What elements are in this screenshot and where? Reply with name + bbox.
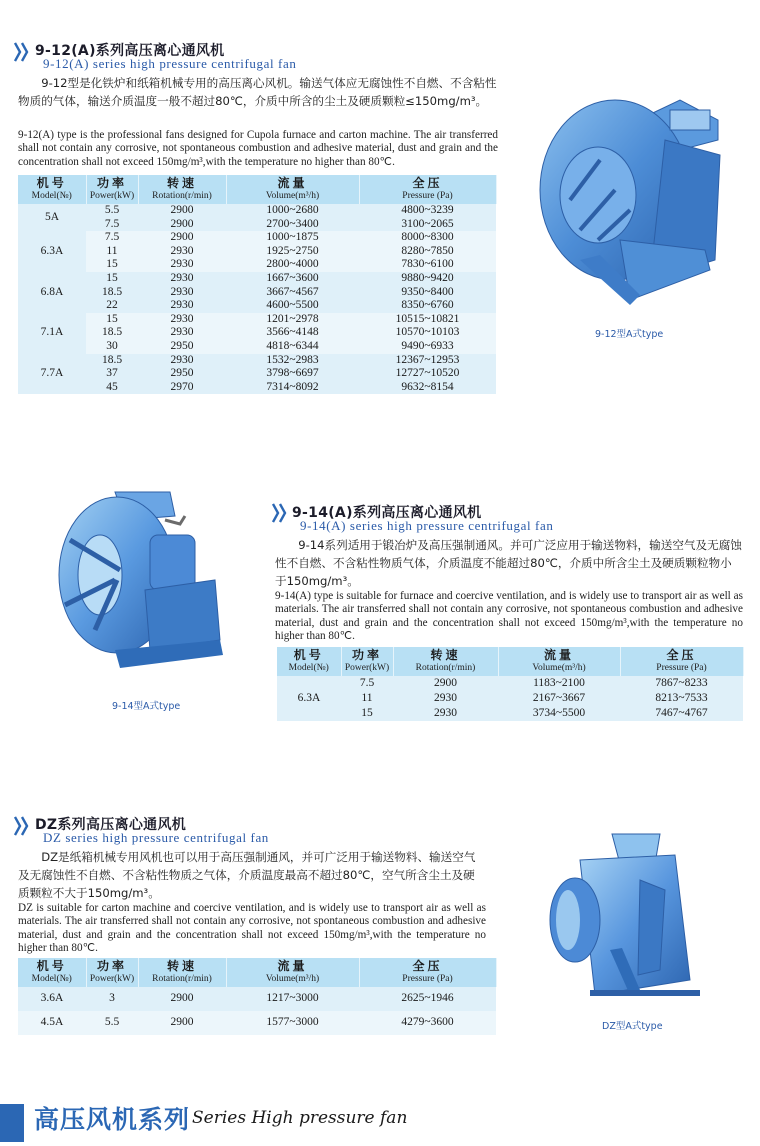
cell-volume: 3667~4567 [226, 286, 359, 300]
header-power: 功率 Power(kW) [86, 958, 138, 987]
cell-rotation: 2930 [138, 326, 226, 340]
table-row [18, 313, 496, 327]
section-title-cn: DZ系列高压离心通风机 [35, 817, 187, 833]
cell-power: 5.5 [86, 204, 138, 218]
cell-pressure: 9632~8154 [359, 381, 496, 395]
footer-title-cn: 高压风机系列 [34, 1105, 191, 1134]
cell-rotation: 2930 [138, 286, 226, 300]
cell-pressure: 10570~10103 [359, 326, 496, 340]
cell-power: 18.5 [86, 326, 138, 340]
cell-volume: 1532~2983 [226, 354, 359, 368]
section-description-cn: 9-12型是化铁炉和纸箱机械专用的高压离心风机。输送气体应无腐蚀性不自燃、不含粘性物质的气体，输送介质温度一般不超过80℃，介质中所含的尘土及硬质颗粒≤150mg/m³。 [18, 76, 497, 108]
spec-table-dz [18, 958, 497, 1035]
cell-volume: 1217~3000 [226, 987, 359, 1011]
table-header-row [277, 647, 743, 676]
cell-model: 6.3A [277, 676, 341, 721]
cell-model: 5A [18, 204, 86, 231]
fan-dz-image [540, 830, 710, 1010]
fan-9-12-caption: 9-12型A式type [595, 329, 664, 340]
cell-volume: 7314~8092 [226, 381, 359, 395]
cell-pressure: 8213~7533 [620, 691, 743, 706]
cell-volume: 1667~3600 [226, 272, 359, 286]
table-row [18, 367, 496, 381]
cell-power: 30 [86, 340, 138, 354]
header-volume: 流量 Volume(m³/h) [226, 958, 359, 987]
table-row [277, 706, 743, 721]
header-rotation: 转速 Rotation(r/min) [138, 175, 226, 204]
cell-power: 7.5 [86, 231, 138, 245]
table-row [18, 286, 496, 300]
section-marker-icon [14, 41, 30, 63]
cell-volume: 2700~3400 [226, 218, 359, 232]
cell-power: 45 [86, 381, 138, 395]
header-pressure: 全压 Pressure (Pa) [359, 175, 496, 204]
cell-volume: 2167~3667 [498, 691, 620, 706]
header-pressure: 全压 Pressure (Pa) [359, 958, 496, 987]
table-header-row [18, 175, 496, 204]
cell-pressure: 7830~6100 [359, 258, 496, 272]
cell-pressure: 8000~8300 [359, 231, 496, 245]
table-row [18, 204, 496, 218]
cell-rotation: 2930 [393, 691, 498, 706]
cell-rotation: 2930 [138, 354, 226, 368]
table-row [277, 691, 743, 706]
section-description-en: DZ is suitable for carton machine and coercive ventilation, and is widely use to transport air as well as materials. The air transferred shall not contain any corrosive, not spontaneous combustion and adhesive material, dust and grain and the concentration shall not exceed 150mg/m³,with the temperature no higher than 80℃. [18, 902, 486, 955]
cell-volume: 1000~1875 [226, 231, 359, 245]
cell-rotation: 2930 [138, 258, 226, 272]
cell-rotation: 2930 [138, 245, 226, 259]
cell-volume: 4600~5500 [226, 299, 359, 313]
cell-power: 15 [86, 272, 138, 286]
cell-power: 15 [86, 258, 138, 272]
cell-power: 37 [86, 367, 138, 381]
section-description-cn: DZ是纸箱机械专用风机也可以用于高压强制通风，并可广泛用于输送物料、输送空气及无腐蚀性不自燃、不含粘性物质之气体，介质温度最高不超过80℃，空气所含尘土及硬质颗粒不大于150mg/m³。 [18, 850, 476, 900]
cell-model: 6.3A [18, 231, 86, 272]
cell-pressure: 4800~3239 [359, 204, 496, 218]
table-row [18, 299, 496, 313]
table-row [18, 354, 496, 368]
cell-pressure: 9880~9420 [359, 272, 496, 286]
cell-power: 11 [341, 691, 393, 706]
cell-volume: 1000~2680 [226, 204, 359, 218]
section-description-en: 9-14(A) type is suitable for furnace and coercive ventilation, and is widely use to transport air as well as materials. The air transferred shall not contain any corrosive, not spontaneous combustion and adhesive material, dust and grain and the concentration shall not exceed 150mg/m³,with the temperature no higher than 80℃. [275, 590, 743, 643]
cell-rotation: 2900 [138, 231, 226, 245]
section-title-cn: 9-14(A)系列高压离心通风机 [292, 505, 482, 521]
header-model: 机号 Model(№) [18, 175, 86, 204]
cell-volume: 3566~4148 [226, 326, 359, 340]
table-row [277, 676, 743, 691]
header-volume: 流量 Volume(m³/h) [498, 647, 620, 676]
cell-rotation: 2950 [138, 367, 226, 381]
spec-table-9-14 [277, 647, 744, 721]
cell-rotation: 2950 [138, 340, 226, 354]
table-row [18, 1011, 496, 1035]
cell-rotation: 2900 [138, 987, 226, 1011]
cell-power: 5.5 [86, 1011, 138, 1035]
cell-volume: 2800~4000 [226, 258, 359, 272]
cell-model: 4.5A [18, 1011, 86, 1035]
cell-rotation: 2900 [138, 204, 226, 218]
section-title-en: 9-14(A) series high pressure centrifugal fan [300, 518, 554, 533]
fan-9-14-image [55, 480, 245, 680]
cell-pressure: 9490~6933 [359, 340, 496, 354]
cell-volume: 1577~3000 [226, 1011, 359, 1035]
section-marker-icon [272, 502, 288, 524]
cell-rotation: 2930 [393, 706, 498, 721]
cell-rotation: 2900 [138, 1011, 226, 1035]
header-rotation: 转速 Rotation(r/min) [393, 647, 498, 676]
header-pressure: 全压 Pressure (Pa) [620, 647, 743, 676]
cell-model: 7.7A [18, 354, 86, 395]
spec-table-9-12 [18, 175, 497, 394]
table-row [18, 231, 496, 245]
table-row [18, 381, 496, 395]
table-row [18, 218, 496, 232]
cell-volume: 1925~2750 [226, 245, 359, 259]
cell-pressure: 7467~4767 [620, 706, 743, 721]
header-model: 机号 Model(№) [18, 958, 86, 987]
cell-pressure: 12367~12953 [359, 354, 496, 368]
section-title-cn: 9-12(A)系列高压离心通风机 [35, 43, 225, 59]
cell-model: 3.6A [18, 987, 86, 1011]
cell-pressure: 7867~8233 [620, 676, 743, 691]
table-row [18, 987, 496, 1011]
cell-power: 11 [86, 245, 138, 259]
header-rotation: 转速 Rotation(r/min) [138, 958, 226, 987]
cell-rotation: 2930 [138, 313, 226, 327]
cell-pressure: 12727~10520 [359, 367, 496, 381]
section-description-en: 9-12(A) type is the professional fans designed for Cupola furnace and carton machine. The air transferred shall not contain any corrosive, not spontaneous combustion and adhesive material, dust and grain and the concentration shall not exceed 150mg/m³,with the temperature no higher than 80℃. [18, 129, 498, 168]
cell-power: 3 [86, 987, 138, 1011]
section-title-en: 9-12(A) series high pressure centrifugal fan [43, 56, 297, 71]
cell-power: 7.5 [341, 676, 393, 691]
section-description-cn: 9-14系列适用于锻冶炉及高压强制通风。并可广泛应用于输送物料，输送空气及无腐蚀性不自燃、不含粘性物质气体，介质温度不能超过80℃，介质中所含尘土及硬质颗粒物小于150mg/m³。 [275, 538, 742, 588]
header-model: 机号 Model(№) [277, 647, 341, 676]
cell-volume: 3798~6697 [226, 367, 359, 381]
fan-dz-caption: DZ型A式type [602, 1021, 663, 1032]
table-row [18, 272, 496, 286]
cell-rotation: 2930 [138, 272, 226, 286]
cell-power: 18.5 [86, 286, 138, 300]
table-row [18, 258, 496, 272]
table-header-row [18, 958, 496, 987]
table-row [18, 340, 496, 354]
cell-rotation: 2900 [393, 676, 498, 691]
cell-pressure: 8350~6760 [359, 299, 496, 313]
fan-9-14-caption: 9-14型A式type [112, 701, 181, 712]
cell-rotation: 2900 [138, 218, 226, 232]
section-title-en: DZ series high pressure centrifugal fan [43, 830, 269, 845]
table-row [18, 245, 496, 259]
cell-volume: 1201~2978 [226, 313, 359, 327]
cell-power: 15 [341, 706, 393, 721]
cell-pressure: 4279~3600 [359, 1011, 496, 1035]
header-volume: 流量 Volume(m³/h) [226, 175, 359, 204]
cell-model: 7.1A [18, 313, 86, 354]
cell-power: 18.5 [86, 354, 138, 368]
cell-power: 7.5 [86, 218, 138, 232]
cell-pressure: 2625~1946 [359, 987, 496, 1011]
cell-volume: 4818~6344 [226, 340, 359, 354]
header-power: 功率 Power(kW) [86, 175, 138, 204]
cell-pressure: 9350~8400 [359, 286, 496, 300]
cell-power: 22 [86, 299, 138, 313]
fan-9-12-image [520, 80, 745, 310]
footer-title-en: Series High pressure fan [192, 1108, 408, 1128]
section-marker-icon [14, 815, 30, 837]
table-row [18, 326, 496, 340]
cell-power: 15 [86, 313, 138, 327]
cell-model: 6.8A [18, 272, 86, 313]
cell-volume: 3734~5500 [498, 706, 620, 721]
cell-pressure: 8280~7850 [359, 245, 496, 259]
header-power: 功率 Power(kW) [341, 647, 393, 676]
cell-pressure: 3100~2065 [359, 218, 496, 232]
cell-volume: 1183~2100 [498, 676, 620, 691]
cell-rotation: 2930 [138, 299, 226, 313]
cell-rotation: 2970 [138, 381, 226, 395]
cell-pressure: 10515~10821 [359, 313, 496, 327]
